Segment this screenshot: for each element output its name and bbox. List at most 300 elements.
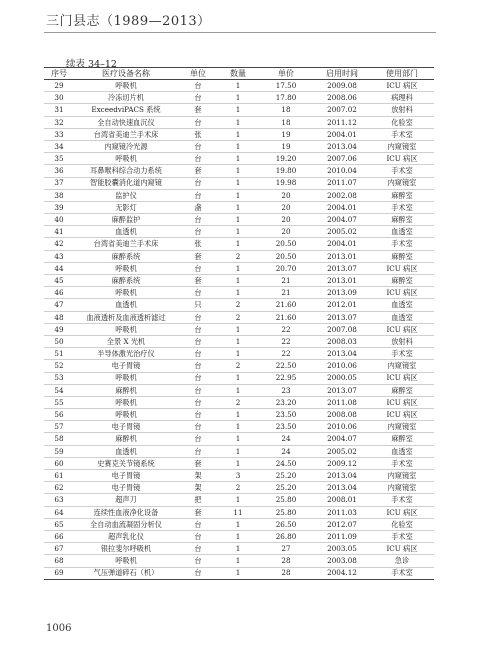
cell-no: 58 [44, 433, 74, 445]
cell-quantity: 1 [218, 530, 258, 542]
cell-department: 手术室 [370, 530, 434, 542]
cell-price: 21.60 [258, 311, 314, 323]
cell-department: 化验室 [370, 518, 434, 530]
cell-price: 26.50 [258, 518, 314, 530]
cell-quantity: 1 [218, 275, 258, 287]
cell-price: 24 [258, 433, 314, 445]
cell-no: 41 [44, 226, 74, 238]
cell-name: 银拉斐尔呼吸机 [74, 543, 178, 555]
cell-unit: 台 [178, 226, 218, 238]
cell-unit: 台 [178, 372, 218, 384]
table-row [44, 201, 434, 213]
header-row [44, 68, 434, 80]
cell-start-date: 2013.07 [314, 384, 370, 396]
column-header-unit: 单位 [178, 68, 218, 80]
cell-no: 32 [44, 116, 74, 128]
cell-name: 内窥镜冷光源 [74, 140, 178, 152]
cell-department: 麻醉室 [370, 275, 434, 287]
cell-no: 38 [44, 189, 74, 201]
cell-unit: 套 [178, 457, 218, 469]
table-row [44, 543, 434, 555]
cell-start-date: 2013.04 [314, 470, 370, 482]
cell-start-date: 2012.01 [314, 299, 370, 311]
cell-no: 50 [44, 335, 74, 347]
cell-unit: 套 [178, 165, 218, 177]
cell-unit: 台 [178, 287, 218, 299]
table-row [44, 116, 434, 128]
cell-quantity: 2 [218, 299, 258, 311]
cell-price: 25.80 [258, 506, 314, 518]
cell-department: ICU 病区 [370, 323, 434, 335]
table-row [44, 360, 434, 372]
cell-start-date: 2004.01 [314, 201, 370, 213]
cell-start-date: 2012.07 [314, 518, 370, 530]
cell-quantity: 1 [218, 104, 258, 116]
cell-no: 54 [44, 384, 74, 396]
cell-no: 39 [44, 201, 74, 213]
column-header-name: 医疗设备名称 [74, 68, 178, 80]
cell-quantity: 1 [218, 226, 258, 238]
cell-department: 手术室 [370, 128, 434, 140]
cell-price: 24.50 [258, 457, 314, 469]
cell-start-date: 2011.09 [314, 530, 370, 542]
cell-start-date: 2013.04 [314, 140, 370, 152]
cell-price: 22 [258, 348, 314, 360]
cell-quantity: 1 [218, 457, 258, 469]
cell-unit: 台 [178, 311, 218, 323]
cell-price: 28 [258, 555, 314, 567]
cell-department: 血透室 [370, 226, 434, 238]
cell-quantity: 1 [218, 518, 258, 530]
cell-unit: 套 [178, 250, 218, 262]
cell-no: 34 [44, 140, 74, 152]
table-row [44, 372, 434, 384]
cell-department: ICU 病区 [370, 262, 434, 274]
cell-start-date: 2008.03 [314, 335, 370, 347]
cell-name: 麻醉机 [74, 433, 178, 445]
cell-no: 55 [44, 396, 74, 408]
cell-name: 麻醉系统 [74, 250, 178, 262]
cell-no: 68 [44, 555, 74, 567]
cell-no: 31 [44, 104, 74, 116]
cell-unit: 台 [178, 80, 218, 92]
cell-unit: 台 [178, 567, 218, 579]
cell-quantity: 1 [218, 177, 258, 189]
cell-start-date: 2011.03 [314, 506, 370, 518]
cell-name: 麻醉监护 [74, 214, 178, 226]
cell-department: 血透室 [370, 299, 434, 311]
cell-price: 22 [258, 335, 314, 347]
cell-start-date: 2007.08 [314, 323, 370, 335]
cell-department: ICU 病区 [370, 506, 434, 518]
cell-department: ICU 病区 [370, 287, 434, 299]
cell-unit: 套 [178, 275, 218, 287]
cell-no: 52 [44, 360, 74, 372]
cell-start-date: 2004.01 [314, 128, 370, 140]
cell-name: 呼吸机 [74, 153, 178, 165]
cell-price: 23.20 [258, 396, 314, 408]
cell-price: 20.50 [258, 238, 314, 250]
cell-unit: 张 [178, 128, 218, 140]
table-row [44, 445, 434, 457]
cell-unit: 台 [178, 360, 218, 372]
cell-start-date: 2002.08 [314, 189, 370, 201]
cell-start-date: 2013.01 [314, 250, 370, 262]
cell-unit: 套 [178, 506, 218, 518]
cell-no: 48 [44, 311, 74, 323]
cell-start-date: 2009.08 [314, 80, 370, 92]
cell-start-date: 2003.08 [314, 555, 370, 567]
cell-name: 呼吸机 [74, 409, 178, 421]
cell-department: 手术室 [370, 201, 434, 213]
cell-department: 手术室 [370, 457, 434, 469]
cell-no: 60 [44, 457, 74, 469]
cell-unit: 台 [178, 323, 218, 335]
cell-name: 台湾省美迪兰手术床 [74, 238, 178, 250]
cell-start-date: 2004.01 [314, 238, 370, 250]
table-row [44, 262, 434, 274]
cell-unit: 架 [178, 482, 218, 494]
cell-unit: 张 [178, 238, 218, 250]
cell-price: 19 [258, 128, 314, 140]
cell-quantity: 1 [218, 323, 258, 335]
cell-department: 内窥镜室 [370, 482, 434, 494]
cell-start-date: 2007.02 [314, 104, 370, 116]
cell-no: 69 [44, 567, 74, 579]
table-row [44, 80, 434, 92]
table-row [44, 287, 434, 299]
column-header-price: 单价 [258, 68, 314, 80]
cell-start-date: 2005.02 [314, 445, 370, 457]
cell-quantity: 2 [218, 482, 258, 494]
table-row [44, 189, 434, 201]
cell-no: 51 [44, 348, 74, 360]
cell-quantity: 1 [218, 348, 258, 360]
cell-no: 30 [44, 92, 74, 104]
cell-no: 29 [44, 80, 74, 92]
table-row [44, 128, 434, 140]
cell-unit: 台 [178, 262, 218, 274]
cell-quantity: 1 [218, 384, 258, 396]
table-row [44, 104, 434, 116]
cell-name: 麻醉系统 [74, 275, 178, 287]
cell-department: 麻醉室 [370, 250, 434, 262]
table-row [44, 421, 434, 433]
table-row [44, 384, 434, 396]
cell-name: 连续性血液净化设备 [74, 506, 178, 518]
cell-start-date: 2004.07 [314, 214, 370, 226]
cell-department: ICU 病区 [370, 396, 434, 408]
header-rule [44, 32, 436, 33]
cell-unit: 台 [178, 518, 218, 530]
cell-name: 半导体激光治疗仪 [74, 348, 178, 360]
cell-name: 呼吸机 [74, 372, 178, 384]
cell-no: 33 [44, 128, 74, 140]
cell-no: 44 [44, 262, 74, 274]
table-caption: 续表 34–12 [66, 59, 117, 70]
cell-unit: 台 [178, 384, 218, 396]
cell-price: 21.60 [258, 299, 314, 311]
cell-name: 台湾省美迪兰手术床 [74, 128, 178, 140]
cell-quantity: 1 [218, 238, 258, 250]
table-row [44, 238, 434, 250]
column-header-department: 使用部门 [370, 68, 434, 80]
cell-unit: 台 [178, 530, 218, 542]
cell-department: 病理科 [370, 92, 434, 104]
cell-quantity: 1 [218, 335, 258, 347]
cell-name: 呼吸机 [74, 396, 178, 408]
cell-no: 66 [44, 530, 74, 542]
cell-price: 21 [258, 275, 314, 287]
cell-unit: 台 [178, 153, 218, 165]
cell-name: 超声刀 [74, 494, 178, 506]
table-row [44, 311, 434, 323]
cell-no: 53 [44, 372, 74, 384]
cell-unit: 把 [178, 494, 218, 506]
cell-department: 内窥镜室 [370, 421, 434, 433]
cell-price: 25.20 [258, 470, 314, 482]
cell-unit: 台 [178, 214, 218, 226]
table-row [44, 530, 434, 542]
cell-no: 62 [44, 482, 74, 494]
cell-unit: 台 [178, 433, 218, 445]
table-row [44, 567, 434, 579]
table-row [44, 433, 434, 445]
cell-department: 麻醉室 [370, 433, 434, 445]
cell-price: 20 [258, 226, 314, 238]
cell-start-date: 2007.06 [314, 153, 370, 165]
cell-quantity: 1 [218, 128, 258, 140]
cell-name: 电子胃镜 [74, 421, 178, 433]
cell-name: 监护仪 [74, 189, 178, 201]
cell-no: 57 [44, 421, 74, 433]
cell-no: 67 [44, 543, 74, 555]
cell-unit: 台 [178, 348, 218, 360]
cell-department: 急诊 [370, 555, 434, 567]
cell-department: ICU 病区 [370, 153, 434, 165]
cell-unit: 盏 [178, 201, 218, 213]
cell-department: ICU 病区 [370, 543, 434, 555]
cell-department: 内窥镜室 [370, 470, 434, 482]
cell-no: 35 [44, 153, 74, 165]
cell-department: 放射科 [370, 104, 434, 116]
cell-name: 智能胶囊消化道内窥镜 [74, 177, 178, 189]
cell-unit: 台 [178, 92, 218, 104]
table-row [44, 226, 434, 238]
cell-name: 电子胃镜 [74, 482, 178, 494]
cell-name: 全自动血流凝固分析仪 [74, 518, 178, 530]
cell-start-date: 2008.08 [314, 409, 370, 421]
cell-price: 18 [258, 104, 314, 116]
cell-quantity: 3 [218, 470, 258, 482]
cell-quantity: 1 [218, 201, 258, 213]
cell-department: 手术室 [370, 348, 434, 360]
cell-quantity: 1 [218, 433, 258, 445]
cell-name: 血透机 [74, 299, 178, 311]
cell-quantity: 1 [218, 189, 258, 201]
cell-start-date: 2008.01 [314, 494, 370, 506]
cell-quantity: 1 [218, 153, 258, 165]
cell-no: 61 [44, 470, 74, 482]
cell-quantity: 1 [218, 214, 258, 226]
cell-no: 46 [44, 287, 74, 299]
cell-name: 呼吸机 [74, 287, 178, 299]
cell-department: 内窥镜室 [370, 360, 434, 372]
cell-department: ICU 病区 [370, 409, 434, 421]
cell-price: 19.98 [258, 177, 314, 189]
cell-price: 21 [258, 287, 314, 299]
table-row [44, 555, 434, 567]
cell-unit: 台 [178, 409, 218, 421]
cell-quantity: 11 [218, 506, 258, 518]
cell-start-date: 2004.12 [314, 567, 370, 579]
cell-no: 36 [44, 165, 74, 177]
cell-quantity: 1 [218, 140, 258, 152]
cell-quantity: 1 [218, 567, 258, 579]
cell-start-date: 2011.08 [314, 396, 370, 408]
cell-start-date: 2013.07 [314, 311, 370, 323]
cell-name: 血透机 [74, 226, 178, 238]
cell-unit: 台 [178, 421, 218, 433]
cell-quantity: 1 [218, 92, 258, 104]
cell-start-date: 2004.07 [314, 433, 370, 445]
cell-no: 47 [44, 299, 74, 311]
cell-name: 麻醉机 [74, 384, 178, 396]
table-row [44, 457, 434, 469]
cell-price: 20.50 [258, 250, 314, 262]
cell-department: 手术室 [370, 567, 434, 579]
cell-price: 22.50 [258, 360, 314, 372]
cell-start-date: 2010.04 [314, 165, 370, 177]
cell-unit: 台 [178, 177, 218, 189]
cell-start-date: 2010.06 [314, 421, 370, 433]
cell-quantity: 2 [218, 360, 258, 372]
cell-name: 电子胃镜 [74, 360, 178, 372]
cell-name: ExceedviPACS 系统 [74, 104, 178, 116]
cell-name: 全自动快速血沉仪 [74, 116, 178, 128]
cell-price: 19.80 [258, 165, 314, 177]
cell-quantity: 1 [218, 287, 258, 299]
cell-price: 26.80 [258, 530, 314, 542]
cell-no: 37 [44, 177, 74, 189]
cell-price: 22.95 [258, 372, 314, 384]
cell-start-date: 2009.12 [314, 457, 370, 469]
cell-price: 27 [258, 543, 314, 555]
cell-start-date: 2010.06 [314, 360, 370, 372]
table-row [44, 409, 434, 421]
cell-start-date: 2003.05 [314, 543, 370, 555]
cell-department: 手术室 [370, 238, 434, 250]
cell-quantity: 2 [218, 250, 258, 262]
cell-price: 17.80 [258, 92, 314, 104]
table-row [44, 140, 434, 152]
cell-quantity: 1 [218, 409, 258, 421]
cell-no: 65 [44, 518, 74, 530]
cell-price: 20 [258, 189, 314, 201]
table-row [44, 348, 434, 360]
cell-quantity: 1 [218, 494, 258, 506]
cell-price: 19.20 [258, 153, 314, 165]
cell-start-date: 2000.05 [314, 372, 370, 384]
cell-quantity: 1 [218, 445, 258, 457]
cell-department: 内窥镜室 [370, 177, 434, 189]
cell-department: 血透室 [370, 445, 434, 457]
table-row [44, 506, 434, 518]
table-row [44, 518, 434, 530]
cell-quantity: 1 [218, 421, 258, 433]
cell-no: 49 [44, 323, 74, 335]
book-title: 三门县志（1989—2013） [46, 14, 211, 29]
cell-price: 23.50 [258, 421, 314, 433]
cell-start-date: 2013.04 [314, 348, 370, 360]
cell-unit: 台 [178, 396, 218, 408]
cell-start-date: 2013.04 [314, 482, 370, 494]
cell-department: ICU 病区 [370, 80, 434, 92]
cell-price: 17.50 [258, 80, 314, 92]
cell-quantity: 1 [218, 165, 258, 177]
table-row [44, 396, 434, 408]
cell-department: 内窥镜室 [370, 140, 434, 152]
table-row [44, 214, 434, 226]
equipment-table [44, 67, 434, 580]
cell-department: 麻醉室 [370, 214, 434, 226]
cell-price: 20.70 [258, 262, 314, 274]
cell-no: 59 [44, 445, 74, 457]
cell-name: 无影灯 [74, 201, 178, 213]
cell-department: 化验室 [370, 116, 434, 128]
table-row [44, 165, 434, 177]
cell-department: 血透室 [370, 311, 434, 323]
cell-unit: 台 [178, 189, 218, 201]
cell-no: 43 [44, 250, 74, 262]
cell-unit: 台 [178, 335, 218, 347]
cell-quantity: 2 [218, 311, 258, 323]
table-row [44, 275, 434, 287]
cell-quantity: 1 [218, 372, 258, 384]
page-number: 1006 [46, 623, 72, 634]
cell-quantity: 1 [218, 543, 258, 555]
cell-unit: 架 [178, 470, 218, 482]
column-header-start-date: 启用时间 [314, 68, 370, 80]
cell-name: 冷冻切片机 [74, 92, 178, 104]
cell-start-date: 2013.09 [314, 287, 370, 299]
cell-unit: 台 [178, 140, 218, 152]
cell-name: 耳鼻喉科综合动力系统 [74, 165, 178, 177]
cell-quantity: 1 [218, 116, 258, 128]
cell-name: 血液透析及血液透析滤过 [74, 311, 178, 323]
cell-no: 64 [44, 506, 74, 518]
cell-price: 20 [258, 201, 314, 213]
cell-unit: 台 [178, 543, 218, 555]
table-row [44, 250, 434, 262]
cell-department: 麻醉室 [370, 384, 434, 396]
cell-quantity: 1 [218, 80, 258, 92]
table-body [44, 80, 434, 580]
cell-no: 63 [44, 494, 74, 506]
cell-price: 23 [258, 384, 314, 396]
cell-price: 28 [258, 567, 314, 579]
cell-no: 40 [44, 214, 74, 226]
cell-name: 呼吸机 [74, 262, 178, 274]
cell-name: 史赛克关节镜系统 [74, 457, 178, 469]
column-header-no: 序号 [44, 68, 74, 80]
cell-name: 电子胃镜 [74, 470, 178, 482]
cell-no: 45 [44, 275, 74, 287]
cell-price: 19 [258, 140, 314, 152]
cell-name: 血透机 [74, 445, 178, 457]
cell-no: 42 [44, 238, 74, 250]
cell-department: 手术室 [370, 494, 434, 506]
